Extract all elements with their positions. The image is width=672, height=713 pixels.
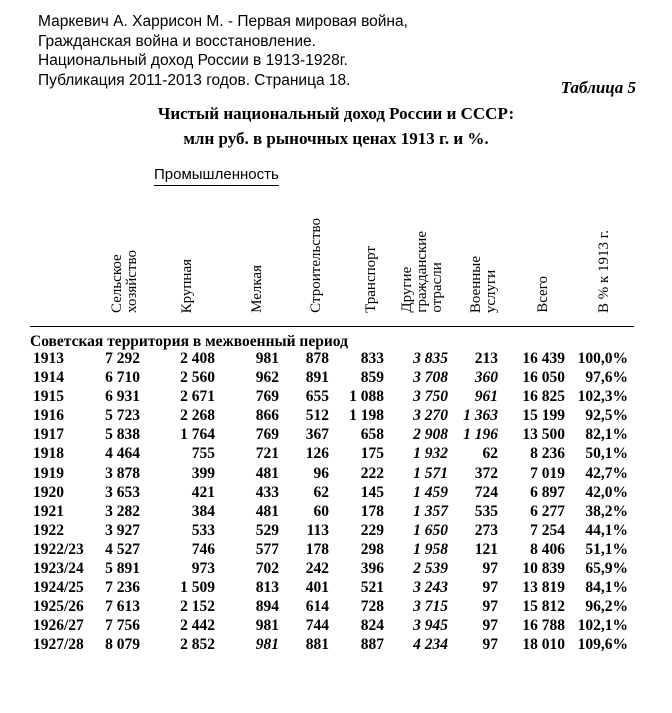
- cell-other: 3 945: [413, 617, 448, 635]
- table-row: [0, 636, 672, 655]
- cell-large: 2 268: [180, 407, 215, 425]
- cell-year: 1916: [33, 407, 64, 425]
- cell-total: 15 812: [522, 598, 565, 616]
- cell-other: 3 243: [413, 579, 448, 597]
- cell-large: 384: [191, 502, 215, 520]
- cell-total: 8 236: [530, 445, 565, 463]
- cell-large: 755: [191, 445, 215, 463]
- cell-transp: 178: [360, 502, 384, 520]
- cell-other: 3 715: [413, 598, 448, 616]
- citation-line: Национальный доход России в 1913-1928г.: [38, 52, 348, 69]
- cell-year: 1918: [33, 445, 64, 463]
- cell-constr: 401: [305, 579, 329, 597]
- cell-small: 481: [255, 502, 279, 520]
- cell-constr: 60: [313, 502, 329, 520]
- cell-other: 1 932: [413, 445, 448, 463]
- cell-mil: 360: [474, 369, 498, 387]
- cell-transp: 658: [360, 426, 384, 444]
- cell-constr: 881: [305, 636, 329, 654]
- cell-constr: 878: [305, 350, 329, 367]
- table-row: [0, 503, 672, 522]
- cell-other: 1 958: [413, 540, 448, 558]
- cell-agri: 3 878: [105, 464, 140, 482]
- table-row: [0, 445, 672, 464]
- cell-year: 1917: [33, 426, 64, 444]
- cell-small: 769: [255, 426, 279, 444]
- cell-total: 8 406: [530, 540, 565, 558]
- cell-constr: 126: [305, 445, 329, 463]
- cell-total: 7 254: [530, 521, 565, 539]
- column-header-transport: Транспорт: [363, 246, 379, 313]
- cell-other: 3 750: [413, 388, 448, 406]
- cell-year: 1922: [33, 521, 64, 539]
- table-subtitle: млн руб. в рыночных ценах 1913 г. и %.: [183, 129, 489, 148]
- citation-line: Гражданская война и восстановление.: [38, 32, 316, 50]
- cell-total: 6 897: [530, 483, 565, 501]
- data-table-body: [0, 350, 672, 656]
- cell-pct: 102,3%: [577, 388, 628, 406]
- cell-total: 16 788: [522, 617, 565, 635]
- cell-small: 433: [255, 483, 279, 501]
- cell-year: 1914: [33, 369, 64, 387]
- cell-small: 769: [255, 388, 279, 406]
- table-row: [0, 541, 672, 560]
- cell-large: 421: [191, 483, 215, 501]
- cell-pct: 65,9%: [585, 560, 628, 578]
- cell-transp: 521: [360, 579, 384, 597]
- table-row: [0, 579, 672, 598]
- source-citation: [38, 12, 408, 90]
- cell-small: 529: [255, 521, 279, 539]
- cell-large: 746: [191, 540, 215, 558]
- cell-large: 533: [191, 521, 215, 539]
- cell-year: 1926/27: [33, 617, 84, 635]
- cell-agri: 7 613: [105, 598, 140, 616]
- cell-transp: 887: [360, 636, 384, 654]
- cell-pct: 97,6%: [585, 369, 628, 387]
- cell-transp: 728: [360, 598, 384, 616]
- cell-large: 2 408: [180, 350, 215, 367]
- cell-transp: 145: [360, 483, 384, 501]
- cell-large: 973: [191, 560, 215, 578]
- cell-pct: 102,1%: [577, 617, 628, 635]
- cell-mil: 97: [482, 617, 498, 635]
- cell-other: 4 234: [413, 636, 448, 654]
- cell-agri: 3 927: [105, 521, 140, 539]
- cell-pct: 109,6%: [577, 636, 628, 654]
- cell-constr: 891: [305, 369, 329, 387]
- cell-agri: 7 236: [105, 579, 140, 597]
- column-header-other-civil: Другие гражданские отрасли: [399, 231, 445, 313]
- cell-transp: 824: [360, 617, 384, 635]
- cell-constr: 744: [305, 617, 329, 635]
- table-row: [0, 407, 672, 426]
- column-header-agriculture: Сельское хозяйство: [109, 250, 140, 313]
- cell-other: 3 270: [413, 407, 448, 425]
- cell-mil: 961: [474, 388, 498, 406]
- cell-mil: 535: [474, 502, 498, 520]
- cell-small: 721: [255, 445, 279, 463]
- column-header-total: Всего: [535, 276, 551, 313]
- cell-agri: 5 891: [105, 560, 140, 578]
- cell-constr: 242: [305, 560, 329, 578]
- cell-year: 1915: [33, 388, 64, 406]
- cell-agri: 3 282: [105, 502, 140, 520]
- cell-agri: 6 931: [105, 388, 140, 406]
- column-header-large-industry: Крупная: [179, 258, 195, 313]
- cell-large: 2 152: [180, 598, 215, 616]
- cell-year: 1925/26: [33, 598, 84, 616]
- cell-pct: 92,5%: [585, 407, 628, 425]
- cell-large: 1 764: [180, 426, 215, 444]
- cell-small: 813: [255, 579, 279, 597]
- cell-pct: 44,1%: [585, 521, 628, 539]
- cell-constr: 113: [306, 521, 329, 539]
- cell-other: 3 835: [413, 350, 448, 367]
- cell-constr: 655: [305, 388, 329, 406]
- cell-agri: 4 527: [105, 540, 140, 558]
- cell-pct: 42,7%: [585, 464, 628, 482]
- column-header-construction: Строительство: [308, 218, 324, 313]
- cell-total: 10 839: [522, 560, 565, 578]
- cell-mil: 121: [474, 540, 498, 558]
- cell-mil: 97: [482, 579, 498, 597]
- table-row: [0, 426, 672, 445]
- table-row: [0, 388, 672, 407]
- cell-transp: 298: [360, 540, 384, 558]
- cell-transp: 222: [360, 464, 384, 482]
- cell-small: 981: [255, 636, 279, 654]
- cell-mil: 62: [482, 445, 498, 463]
- cell-transp: 859: [360, 369, 384, 387]
- cell-agri: 5 723: [105, 407, 140, 425]
- header-divider: [30, 326, 634, 327]
- cell-other: 1 571: [413, 464, 448, 482]
- cell-agri: 8 079: [105, 636, 140, 654]
- cell-constr: 62: [313, 483, 329, 501]
- table-number-label: Таблица 5: [560, 78, 636, 97]
- cell-agri: 5 838: [105, 426, 140, 444]
- table-row: [0, 350, 672, 369]
- industry-group-header: Промышленность: [154, 166, 279, 186]
- cell-total: 16 825: [522, 388, 565, 406]
- cell-year: 1919: [33, 464, 64, 482]
- cell-small: 866: [255, 407, 279, 425]
- cell-constr: 178: [305, 540, 329, 558]
- cell-pct: 51,1%: [585, 540, 628, 558]
- cell-year: 1913: [33, 350, 64, 367]
- cell-pct: 84,1%: [585, 579, 628, 597]
- cell-mil: 1 196: [463, 426, 498, 444]
- column-header-small-industry: Мелкая: [249, 265, 265, 313]
- cell-total: 16 439: [522, 350, 565, 367]
- cell-total: 13 500: [522, 426, 565, 444]
- cell-large: 1 509: [180, 579, 215, 597]
- cell-small: 481: [255, 464, 279, 482]
- table-title: Чистый национальный доход России и СССР:: [157, 104, 515, 123]
- cell-transp: 1 088: [349, 388, 384, 406]
- table-row: [0, 465, 672, 484]
- cell-pct: 100,0%: [577, 350, 628, 367]
- cell-year: 1920: [33, 483, 64, 501]
- cell-transp: 396: [360, 560, 384, 578]
- cell-small: 577: [255, 540, 279, 558]
- cell-total: 15 199: [522, 407, 565, 425]
- cell-agri: 3 653: [105, 483, 140, 501]
- table-row: [0, 484, 672, 503]
- cell-large: 2 442: [180, 617, 215, 635]
- table-row: [0, 598, 672, 617]
- citation-line: Публикация 2011-2013 годов. Страница 18.: [38, 71, 351, 89]
- cell-agri: 6 710: [105, 369, 140, 387]
- cell-agri: 7 292: [105, 350, 140, 367]
- cell-mil: 273: [474, 521, 498, 539]
- cell-transp: 175: [360, 445, 384, 463]
- cell-other: 1 650: [413, 521, 448, 539]
- cell-small: 894: [255, 598, 279, 616]
- cell-transp: 1 198: [349, 407, 384, 425]
- cell-large: 2 852: [180, 636, 215, 654]
- cell-small: 981: [255, 617, 279, 635]
- cell-mil: 724: [474, 483, 498, 501]
- cell-large: 399: [191, 464, 215, 482]
- table-row: [0, 560, 672, 579]
- cell-transp: 833: [360, 350, 384, 367]
- cell-year: 1921: [33, 502, 64, 520]
- cell-small: 981: [255, 350, 279, 367]
- cell-total: 13 819: [522, 579, 565, 597]
- cell-pct: 96,2%: [585, 598, 628, 616]
- cell-other: 3 708: [413, 369, 448, 387]
- cell-year: 1924/25: [33, 579, 84, 597]
- cell-pct: 42,0%: [585, 483, 628, 501]
- cell-agri: 7 756: [105, 617, 140, 635]
- cell-small: 702: [255, 560, 279, 578]
- citation-line: Маркевич А. Харрисон М. - Первая мировая война,: [38, 13, 408, 30]
- cell-pct: 82,1%: [585, 426, 628, 444]
- cell-mil: 372: [474, 464, 498, 482]
- cell-mil: 97: [482, 636, 498, 654]
- cell-pct: 50,1%: [585, 445, 628, 463]
- cell-constr: 96: [313, 464, 329, 482]
- cell-pct: 38,2%: [585, 502, 628, 520]
- cell-year: 1927/28: [33, 636, 84, 654]
- cell-other: 2 539: [413, 560, 448, 578]
- cell-mil: 213: [474, 350, 498, 367]
- cell-large: 2 671: [180, 388, 215, 406]
- cell-small: 962: [255, 369, 279, 387]
- cell-other: 2 908: [413, 426, 448, 444]
- table-row: [0, 617, 672, 636]
- cell-other: 1 459: [413, 483, 448, 501]
- cell-total: 16 050: [522, 369, 565, 387]
- cell-constr: 367: [305, 426, 329, 444]
- table-row: [0, 522, 672, 541]
- cell-year: 1923/24: [33, 560, 84, 578]
- cell-total: 6 277: [530, 502, 565, 520]
- cell-agri: 4 464: [105, 445, 140, 463]
- cell-year: 1922/23: [33, 540, 84, 558]
- cell-mil: 97: [482, 560, 498, 578]
- column-header-percent-1913: В % к 1913 г.: [596, 230, 612, 313]
- cell-transp: 229: [360, 521, 384, 539]
- cell-mil: 1 363: [463, 407, 498, 425]
- cell-other: 1 357: [413, 502, 448, 520]
- cell-total: 18 010: [522, 636, 565, 654]
- section-title: Советская территория в межвоенный период: [30, 333, 348, 350]
- cell-constr: 512: [305, 407, 329, 425]
- column-header-military: Военные услуги: [468, 255, 499, 313]
- cell-large: 2 560: [180, 369, 215, 387]
- cell-constr: 614: [305, 598, 329, 616]
- table-row: [0, 369, 672, 388]
- cell-mil: 97: [482, 598, 498, 616]
- cell-total: 7 019: [530, 464, 565, 482]
